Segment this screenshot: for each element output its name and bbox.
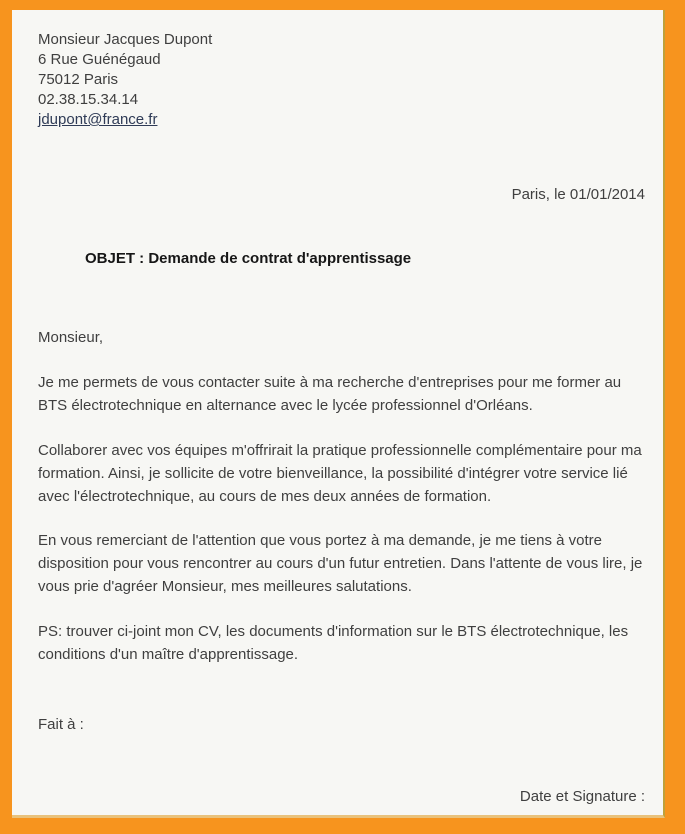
sender-street: 6 Rue Guénégaud: [38, 51, 161, 68]
date-line: Paris, le 01/01/2014: [511, 186, 645, 203]
sender-phone: 02.38.15.34.14: [38, 91, 139, 108]
body-paragraph-3: En vous remerciant de l'attention que vous portez à ma demande, je me tiens à votre disposition pour vous rencontrer au cours d'un futur entretien. Dans l'attente de vous lire, je vous prie d'agréer Monsieur, mes meilleures salutations.: [38, 532, 643, 595]
body-paragraph-1: Je me permets de vous contacter suite à ma recherche d'entreprises pour me former au BTS électrotechnique en alternance avec le lycée professionnel d'Orléans.: [38, 374, 622, 414]
sender-city: 75012 Paris: [38, 71, 119, 88]
salutation: Monsieur,: [38, 329, 104, 346]
letter-page: [12, 10, 665, 818]
signature-label: Date et Signature :: [519, 788, 645, 805]
place-label: Fait à :: [38, 716, 84, 733]
postscript: PS: trouver ci-joint mon CV, les documents d'information sur le BTS électrotechnique, les conditions d'un maître d'apprentissage.: [38, 623, 629, 663]
body-paragraph-2: Collaborer avec vos équipes m'offrirait la pratique professionnelle complémentaire pour ma formation. Ainsi, je sollicite de votre bienveillance, la possibilité d'intégrer votre service lié avec l'électrotechnique, au cours de mes deux années de formation.: [38, 442, 642, 505]
sender-block: [38, 30, 212, 130]
sender-email-link[interactable]: jdupont@france.fr: [38, 111, 158, 128]
sender-name: Monsieur Jacques Dupont: [38, 31, 213, 48]
subject-line: OBJET : Demande de contrat d'apprentissage: [85, 250, 412, 267]
